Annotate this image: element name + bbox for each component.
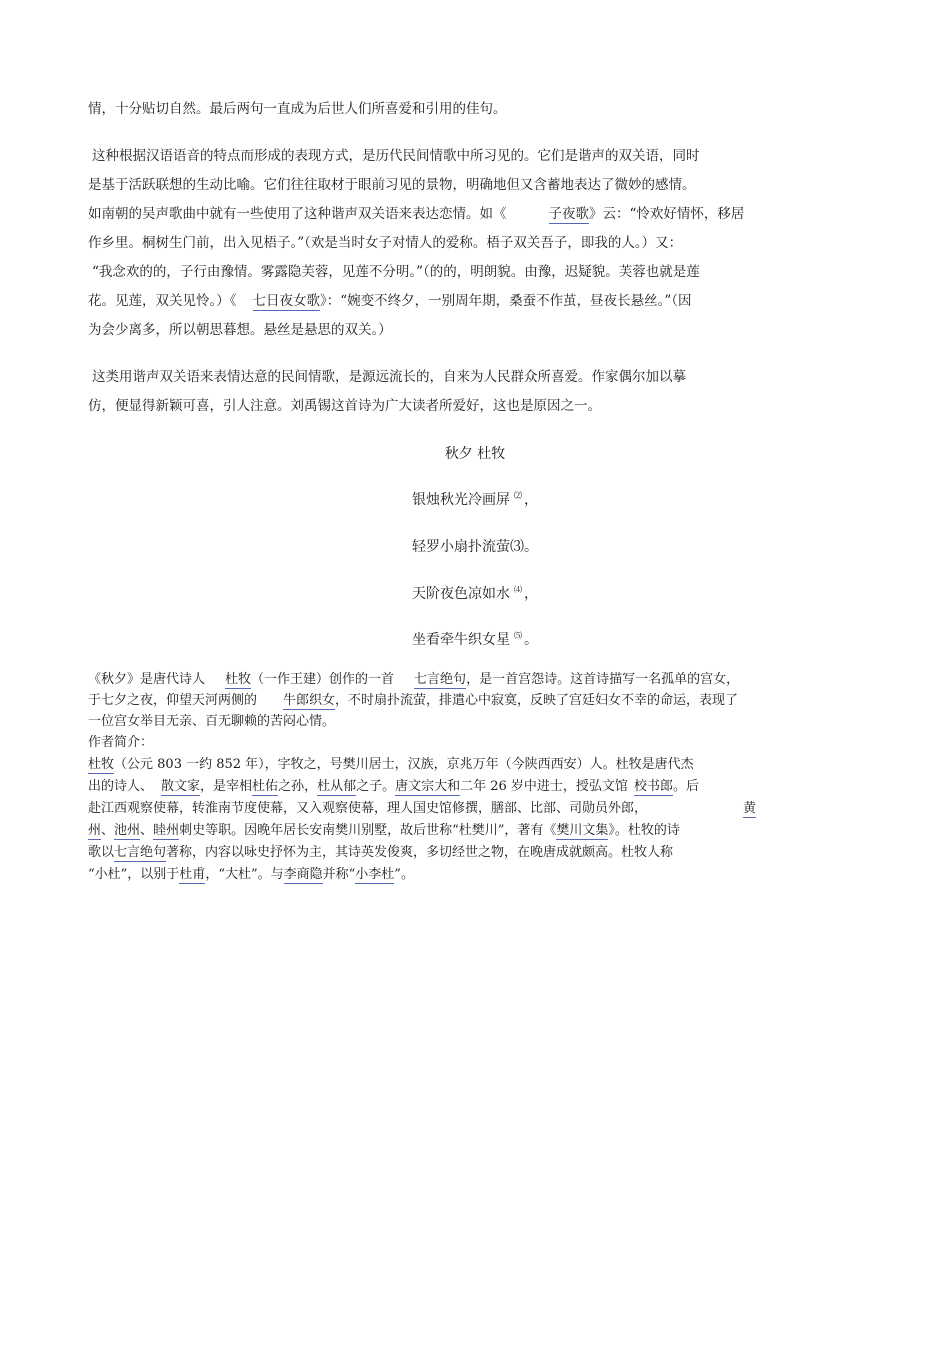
para2-line5: “我念欢的的，子行由豫情。雾露隐芙蓉，见莲不分明。”（的的，明朗貌。由豫，迟疑貌。芙蓉也就是莲 bbox=[92, 264, 700, 280]
bio-line2-text-b: ，是宰相 bbox=[200, 779, 253, 794]
bio-line4-text-d: 》。杜牧的诗 bbox=[608, 823, 680, 838]
para2-line6-text-a: 花。见莲，双关见怜。）《 bbox=[88, 293, 237, 309]
para2-line6-text-b: 》：“婉变不终夕，一别周年期，桑蚕不作茧，昼夜长悬丝。”（因 bbox=[320, 293, 692, 309]
poem-line4-end: 。 bbox=[524, 632, 538, 648]
bio-line5-text-b: 著称，内容以咏史抒怀为主，其诗英发俊爽，多切经世之物，在晚唐成就颇高。杜牧人称 bbox=[166, 845, 674, 860]
poem-line2: 轻罗小扇扑流萤⑶。 bbox=[412, 539, 538, 555]
link-duyou[interactable]: 杜佑 bbox=[252, 779, 279, 794]
link-dumu-bio[interactable]: 杜牧 bbox=[88, 757, 115, 772]
poem-line1-end: ， bbox=[524, 492, 538, 508]
link-huangzhou-a[interactable]: 黄 bbox=[743, 801, 757, 816]
intro-line2 bbox=[88, 692, 738, 710]
intro-line2-text-a: 于七夕之夜，仰望天河两侧的 bbox=[88, 693, 258, 708]
bio-line2-text-c: 之孙， bbox=[278, 779, 318, 794]
poem-line1-note: ⑵ bbox=[514, 491, 522, 500]
intro-line3: 一位宫女举目无亲、百无聊赖的苦闷心情。 bbox=[88, 714, 336, 729]
link-dufu[interactable]: 杜甫 bbox=[179, 867, 206, 882]
poem-line4-text: 坐看牵牛织女星 bbox=[412, 632, 510, 648]
intro-line1-text-a: 《秋夕》是唐代诗人 bbox=[88, 672, 206, 687]
link-qiyanjueju-bio[interactable]: 七言绝句 bbox=[114, 845, 167, 860]
para2-line3-text-a: 如南朝的吴声歌曲中就有一些使用了这种谐声双关语来表达恋情。如《 bbox=[88, 206, 507, 222]
bio-line6-text-b: ，“大杜”。与 bbox=[205, 867, 284, 882]
link-niulangzhinv[interactable]: 牛郎织女 bbox=[283, 693, 336, 708]
bio-line4-text-b: 、 bbox=[140, 823, 154, 838]
bio-line6-text-d: ”。 bbox=[394, 867, 414, 882]
bio-line2-text-f: 。后 bbox=[672, 779, 699, 794]
link-muzhou[interactable]: 睦州 bbox=[153, 823, 180, 838]
bio-line2-text-d: 之子。 bbox=[356, 779, 396, 794]
poem-line3-end: ， bbox=[524, 586, 538, 602]
bio-line5-text-a: 歌以 bbox=[88, 845, 115, 860]
poem-line3 bbox=[0, 583, 950, 603]
bio-line6-text-c: 并称“ bbox=[322, 867, 356, 882]
poem-line3-note: ⑷ bbox=[514, 585, 522, 594]
link-dumu[interactable]: 杜牧 bbox=[225, 672, 252, 687]
intro-line4: 作者简介： bbox=[88, 735, 154, 750]
bio-line6 bbox=[88, 866, 414, 884]
bio-line1-text: （公元 803 一约 852 年），字牧之，号樊川居士，汉族，京兆万年（今陕西西安）人。杜牧是唐代杰 bbox=[114, 757, 694, 772]
para2-line6 bbox=[88, 292, 692, 310]
para3-line1: 这类用谐声双关语来表情达意的民间情歌，是源远流长的，自来为人民群众所喜爱。作家偶尔加以摹 bbox=[92, 369, 686, 385]
poem-line1 bbox=[0, 489, 950, 509]
bio-line5 bbox=[88, 844, 673, 862]
poem-line3-text: 天阶夜色凉如水 bbox=[412, 586, 510, 602]
bio-line6-text-a: “小杜”，以别于 bbox=[88, 867, 180, 882]
link-qiriyenvge[interactable]: 七日夜女歌 bbox=[252, 293, 320, 309]
para2-line4: 作乡里。桐树生门前，出入见梧子。”（欢是当时女子对情人的爱称。梧子双关吾子，即我的人。）又： bbox=[88, 235, 683, 251]
bio-line2-text-a: 出的诗人、 bbox=[88, 779, 154, 794]
para3-line2: 仿，便显得新颖可喜，引人注意。刘禹锡这首诗为广大读者所爱好，这也是原因之一。 bbox=[88, 398, 601, 414]
link-chizhou[interactable]: 池州 bbox=[114, 823, 141, 838]
bio-line4 bbox=[88, 822, 680, 840]
intro-line1-text-b: （一作王建）创作的一首 bbox=[251, 672, 395, 687]
para2-line3-text-b: 》云：“怜欢好情怀，移居 bbox=[589, 206, 745, 222]
poem-title: 秋夕 杜牧 bbox=[444, 446, 506, 462]
para2-line2: 是基于活跃联想的生动比喻。它们往往取材于眼前习见的景物，明确地但又含蓄地表达了微妙的感情。 bbox=[88, 177, 696, 193]
bio-line2 bbox=[88, 778, 699, 796]
link-jiaoshulang[interactable]: 校书郎 bbox=[633, 779, 673, 794]
intro-line1-text-c: ，是一首宫怨诗。这首诗描写一名孤单的宫女， bbox=[466, 672, 740, 687]
bio-line1 bbox=[88, 756, 694, 774]
bio-line4-text-c: 刺史等职。因晚年居长安南樊川别墅，故后世称“杜樊川”，著有《 bbox=[179, 823, 557, 838]
poem-line4-note: ⑸ bbox=[514, 631, 522, 640]
para2-line7: 为会少离多，所以朝思暮想。悬丝是悬思的双关。） bbox=[88, 322, 392, 338]
poem-line4 bbox=[0, 629, 950, 649]
bio-line3 bbox=[88, 800, 756, 818]
para1-line1: 情，十分贴切自然。最后两句一直成为后世人们所喜爱和引用的佳句。 bbox=[88, 101, 507, 117]
link-lishangyin[interactable]: 李商隐 bbox=[283, 867, 323, 882]
link-tangwenzongdahe[interactable]: 唐文宗大和 bbox=[395, 779, 461, 794]
bio-line2-text-e: 二年 26 岁中进士，授弘文馆 bbox=[460, 779, 628, 794]
link-fanchuanwenji[interactable]: 樊川文集 bbox=[556, 823, 609, 838]
intro-line2-text-b: ，不时扇扑流萤，排遣心中寂寞，反映了宫廷妇女不幸的命运，表现了 bbox=[335, 693, 739, 708]
link-xiaolidu[interactable]: 小李杜 bbox=[355, 867, 395, 882]
intro-line1 bbox=[88, 671, 739, 689]
bio-line3-text: 赴江西观察使幕，转淮南节度使幕，又入观察使幕，理人国史馆修撰，膳部、比部、司勋员外郎， bbox=[88, 801, 648, 816]
link-ziyege[interactable]: 子夜歌 bbox=[548, 206, 589, 222]
poem-line1-text: 银烛秋光冷画屏 bbox=[412, 492, 510, 508]
link-huangzhou-b[interactable]: 州 bbox=[88, 823, 102, 838]
link-qiyanjueju[interactable]: 七言绝句 bbox=[414, 672, 467, 687]
para2-line3 bbox=[88, 205, 744, 223]
bio-line4-text-a: 、 bbox=[101, 823, 115, 838]
link-sanwenjia[interactable]: 散文家 bbox=[161, 779, 201, 794]
link-ducongyu[interactable]: 杜从郁 bbox=[317, 779, 357, 794]
para2-line1: 这种根据汉语语音的特点而形成的表现方式，是历代民间情歌中所习见的。它们是谐声的双关语，同时 bbox=[92, 148, 700, 164]
